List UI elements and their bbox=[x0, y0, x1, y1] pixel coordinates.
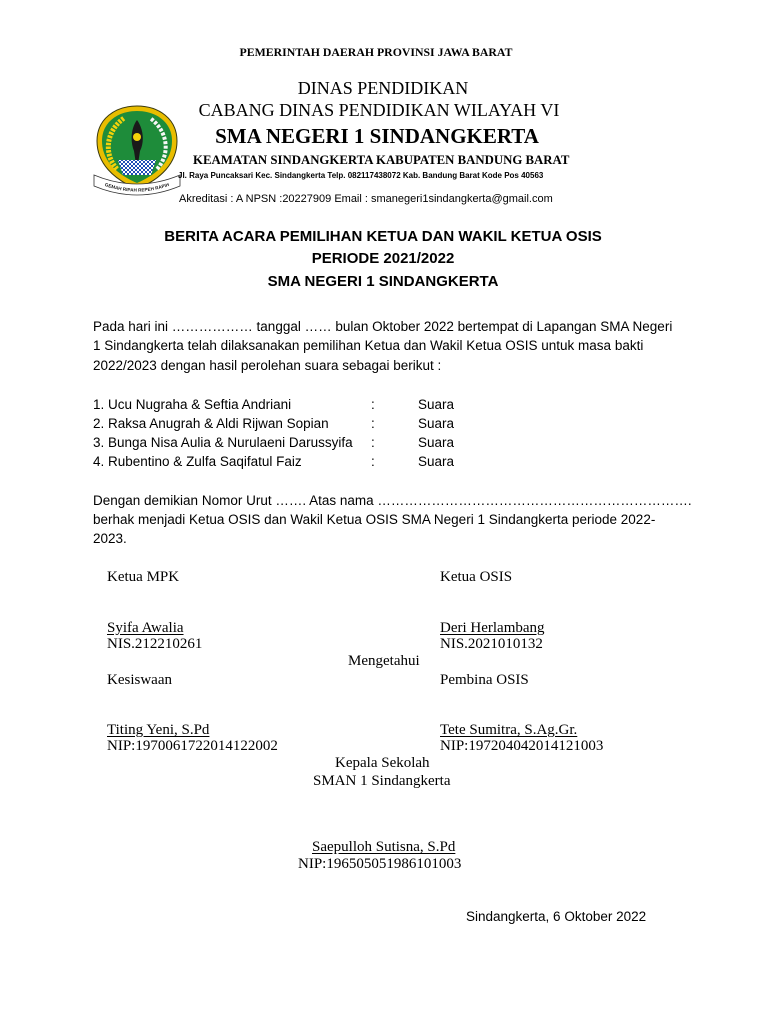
candidate-colon: : bbox=[371, 435, 375, 450]
candidate-colon: : bbox=[371, 397, 375, 412]
signer-id: NIS.2021010132 bbox=[440, 636, 543, 652]
candidate-votes: Suara bbox=[418, 416, 455, 431]
candidate-votes: Suara bbox=[418, 454, 455, 469]
document-title: BERITA ACARA PEMILIHAN KETUA DAN WAKIL KETUA OSIS bbox=[164, 228, 602, 245]
signer-role: Ketua OSIS bbox=[440, 569, 513, 585]
signer-name: Syifa Awalia bbox=[107, 620, 184, 636]
document-period: PERIODE 2021/2022 bbox=[311, 250, 455, 267]
acknowledged-label: Mengetahui bbox=[348, 653, 420, 669]
paragraph-line: Dengan demikian Nomor Urut ……. Atas nama ……………………………………………………………. bbox=[93, 493, 692, 508]
signer-name: Deri Herlambang bbox=[440, 620, 545, 636]
signer-institution: SMAN 1 Sindangkerta bbox=[313, 773, 451, 789]
paragraph-line: 1 Sindangkerta telah dilaksanakan pemilihan Ketua dan Wakil Ketua OSIS untuk masa bakti bbox=[93, 338, 644, 353]
candidate-name: 4. Rubentino & Zulfa Saqifatul Faiz bbox=[93, 454, 302, 469]
signer-name: Tete Sumitra, S.Ag.Gr. bbox=[440, 722, 578, 738]
signer-id: NIS.212210261 bbox=[107, 636, 203, 652]
paragraph-line: Pada hari ini ……………… tanggal …… bulan Oktober 2022 bertempat di Lapangan SMA Negeri bbox=[93, 319, 673, 334]
paragraph-line: 2022/2023 dengan hasil perolehan suara sebagai berikut : bbox=[93, 358, 442, 373]
signer-id: NIP:196505051986101003 bbox=[298, 856, 462, 872]
west-java-emblem-icon bbox=[93, 103, 181, 197]
paragraph-line: 2023. bbox=[93, 531, 127, 546]
signer-role: Ketua MPK bbox=[107, 569, 180, 585]
agency-heading: DINAS PENDIDIKAN bbox=[297, 78, 469, 98]
signer-name: Titing Yeni, S.Pd bbox=[107, 722, 210, 738]
candidate-votes: Suara bbox=[418, 397, 455, 412]
emblem-sun bbox=[133, 133, 141, 141]
signer-role: Kepala Sekolah bbox=[335, 755, 430, 771]
paragraph-line: berhak menjadi Ketua OSIS dan Wakil Ketua OSIS SMA Negeri 1 Sindangkerta periode 2022- bbox=[93, 512, 656, 527]
document-school: SMA NEGERI 1 SINDANGKERTA bbox=[267, 273, 499, 290]
signer-id: NIP:1970061722014122002 bbox=[107, 738, 278, 754]
candidate-colon: : bbox=[371, 454, 375, 469]
branch-heading: CABANG DINAS PENDIDIKAN WILAYAH VI bbox=[198, 100, 560, 120]
district-line: KEAMATAN SINDANGKERTA KABUPATEN BANDUNG BARAT bbox=[193, 153, 570, 167]
address-line: Jl. Raya Puncaksari Kec. Sindangkerta Telp. 082117438072 Kab. Bandung Barat Kode Pos 40563 bbox=[178, 171, 544, 180]
signer-role: Kesiswaan bbox=[107, 672, 172, 688]
signer-role: Pembina OSIS bbox=[440, 672, 529, 688]
emblem-water bbox=[118, 160, 156, 175]
government-heading: PEMERINTAH DAERAH PROVINSI JAWA BARAT bbox=[239, 45, 513, 59]
school-name-heading: SMA NEGERI 1 SINDANGKERTA bbox=[215, 124, 539, 148]
candidate-colon: : bbox=[371, 416, 375, 431]
signer-name: Saepulloh Sutisna, S.Pd bbox=[312, 839, 456, 855]
candidate-name: 2. Raksa Anugrah & Aldi Rijwan Sopian bbox=[93, 416, 329, 431]
candidate-name: 1. Ucu Nugraha & Seftia Andriani bbox=[93, 397, 292, 412]
signer-id: NIP:197204042014121003 bbox=[440, 738, 604, 754]
candidate-votes: Suara bbox=[418, 435, 455, 450]
candidate-name: 3. Bunga Nisa Aulia & Nurulaeni Darussyifa bbox=[93, 435, 353, 450]
emblem-motto: GEMAH RIPAH REPEH RAPIH bbox=[104, 182, 170, 193]
accreditation-line: Akreditasi : A NPSN :20227909 Email : smanegeri1sindangkerta@gmail.com bbox=[179, 193, 553, 205]
place-date: Sindangkerta, 6 Oktober 2022 bbox=[466, 909, 647, 924]
